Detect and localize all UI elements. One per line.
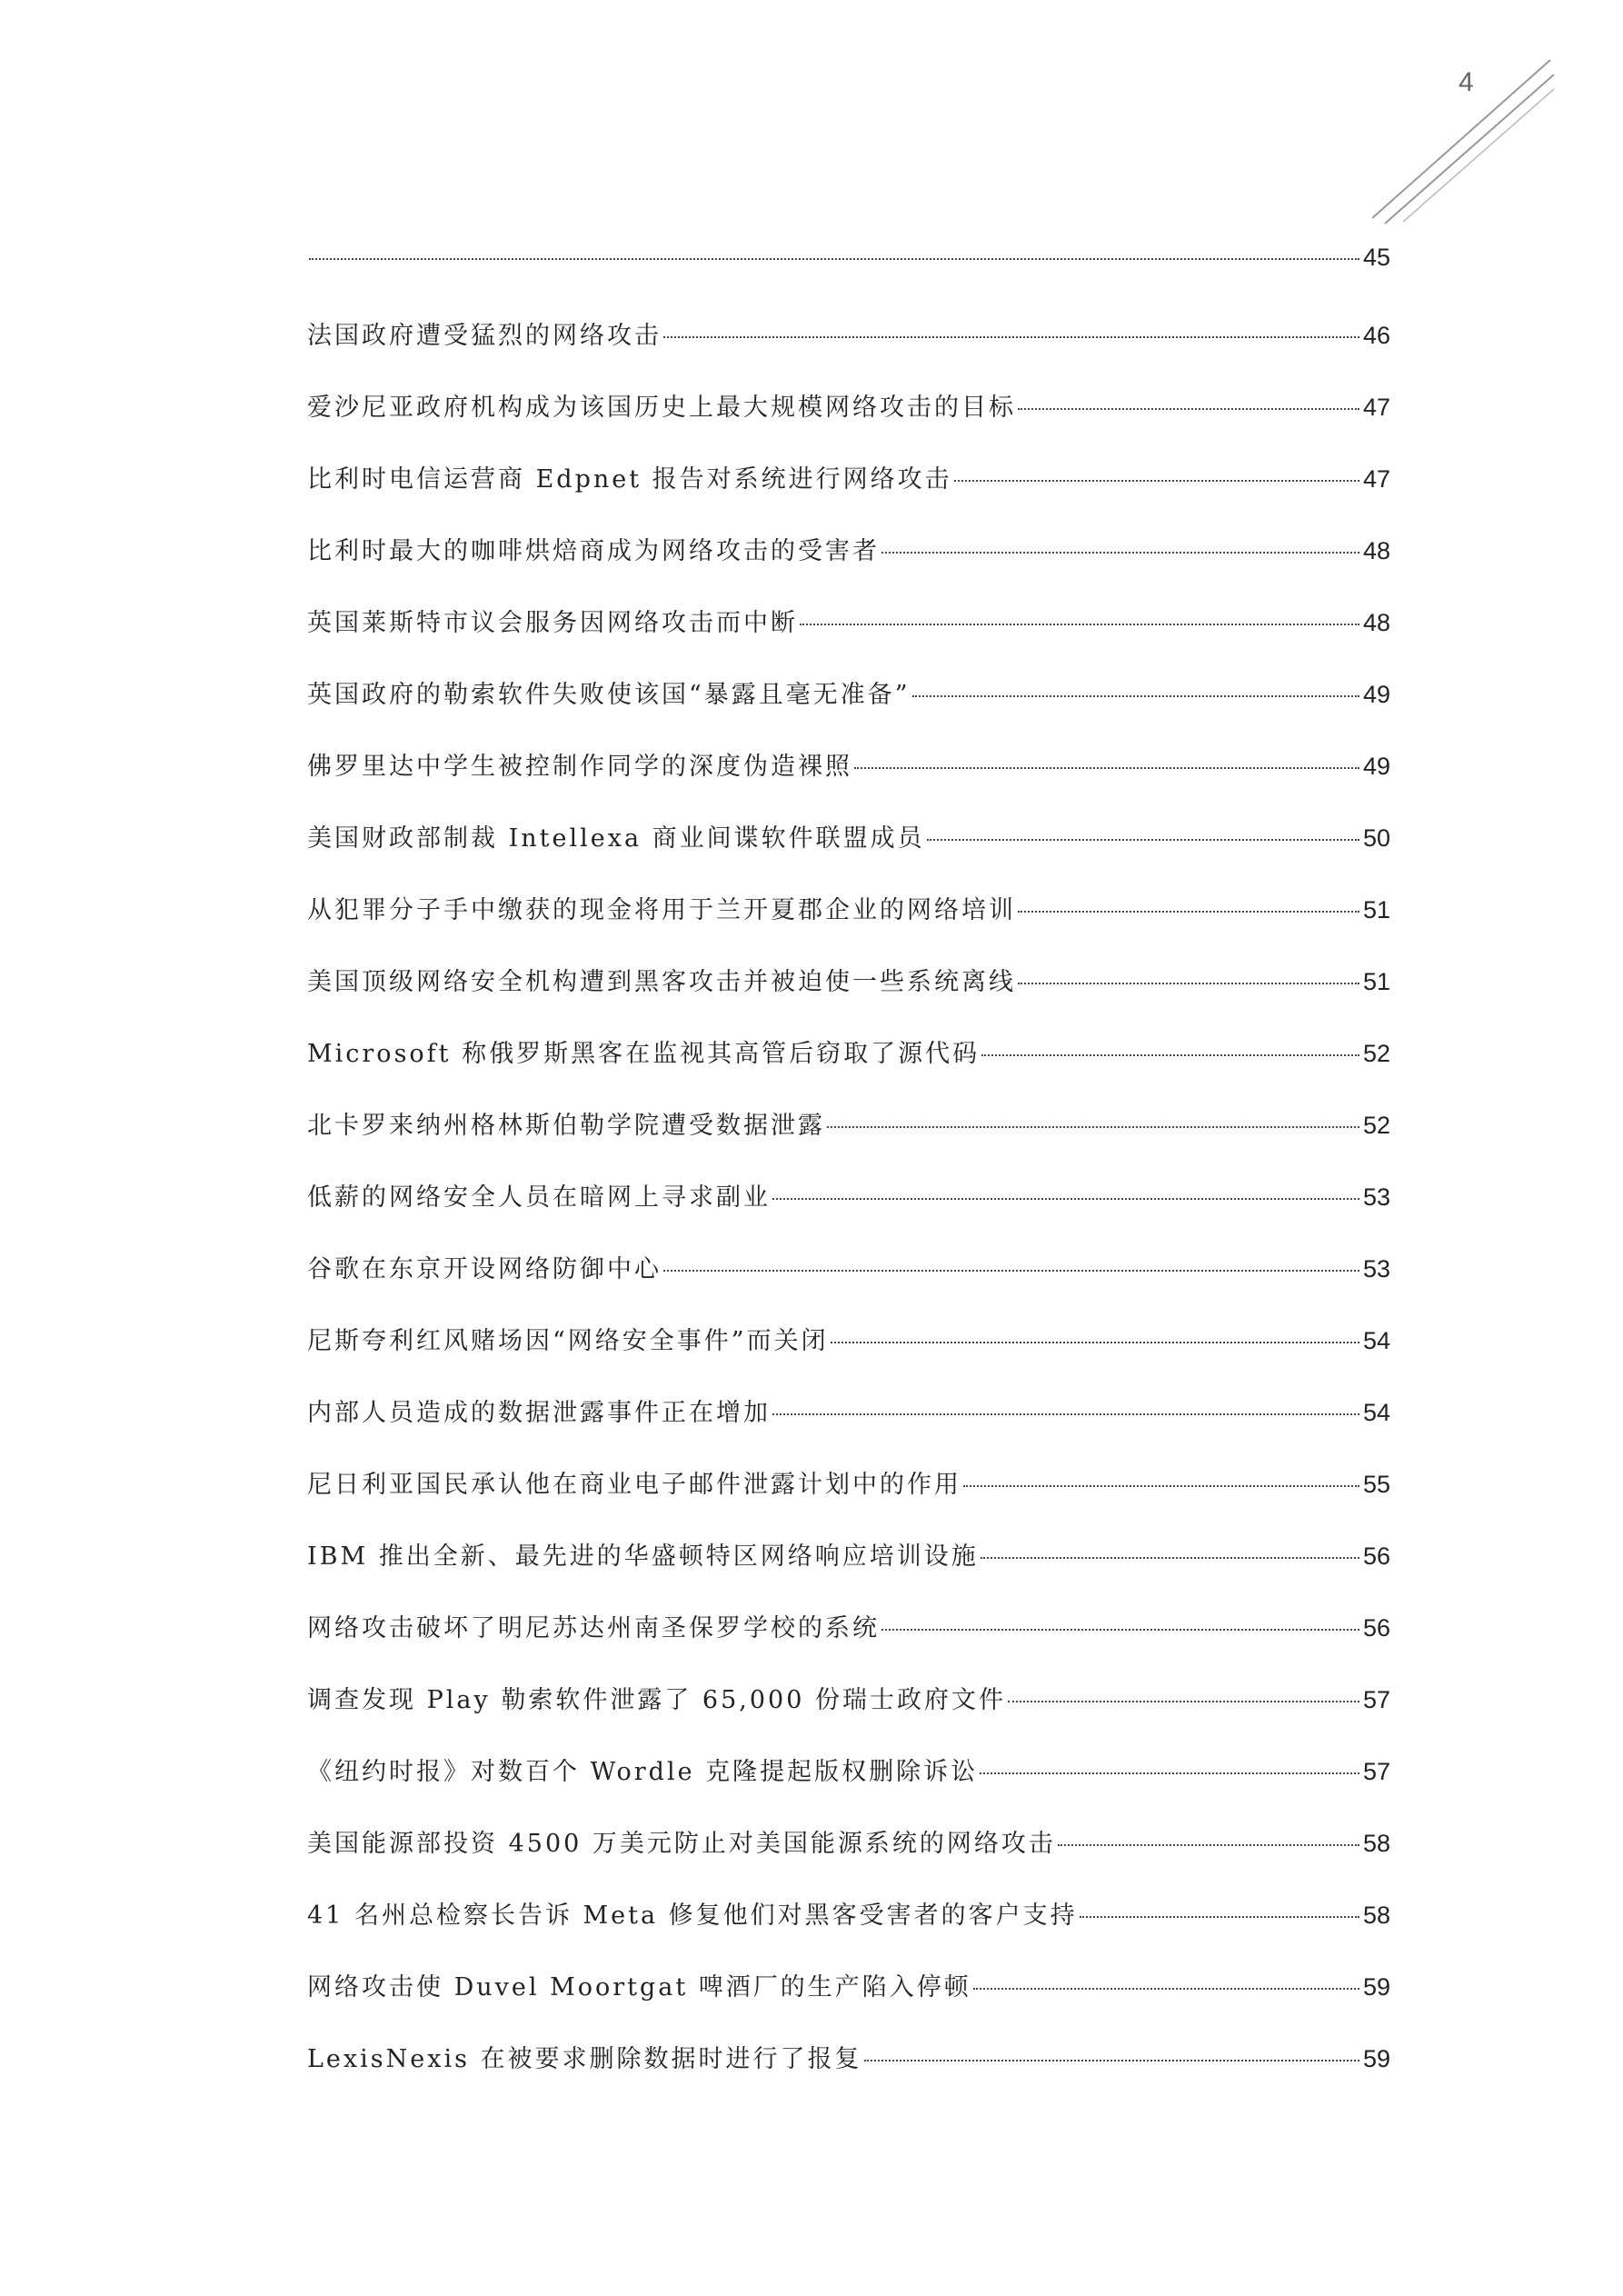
toc-entry-title: 谷歌在东京开设网络防御中心 xyxy=(307,1255,662,1283)
toc-entry-title: 调查发现 Play 勒索软件泄露了 65,000 份瑞士政府文件 xyxy=(307,1686,1006,1714)
toc-leader-dots xyxy=(827,1126,1359,1128)
toc-entry-page: 55 xyxy=(1362,1471,1390,1498)
toc-entry[interactable] xyxy=(307,962,1390,1033)
toc-entry[interactable] xyxy=(307,1393,1390,1464)
toc-entry[interactable] xyxy=(307,1033,1390,1105)
toc-entry[interactable] xyxy=(307,1967,1390,2039)
toc-entry-page: 45 xyxy=(1362,244,1390,271)
toc-entry-page: 46 xyxy=(1362,322,1390,349)
toc-entry-title: 英国政府的勒索软件失败使该国“暴露且毫无准备” xyxy=(307,681,911,709)
toc-entry-title: 网络攻击破坏了明尼苏达州南圣保罗学校的系统 xyxy=(307,1614,880,1642)
toc-entry-page: 53 xyxy=(1362,1183,1390,1211)
toc-entry[interactable] xyxy=(307,2039,1390,2111)
toc-entry-title: IBM 推出全新、最先进的华盛顿特区网络响应培训设施 xyxy=(307,1542,979,1571)
toc-entry-page: 52 xyxy=(1362,1040,1390,1067)
toc-leader-dots xyxy=(1018,911,1359,913)
toc-leader-dots xyxy=(912,695,1359,697)
toc-entry-title: 佛罗里达中学生被控制作同学的深度伪造裸照 xyxy=(307,753,852,781)
toc-entry-page: 48 xyxy=(1362,537,1390,564)
toc-leader-dots xyxy=(1018,408,1359,410)
toc-entry-page: 50 xyxy=(1362,824,1390,852)
toc-entry-title: 英国莱斯特市议会服务因网络攻击而中断 xyxy=(307,609,798,637)
toc-entry[interactable] xyxy=(307,746,1390,818)
toc-leader-dots xyxy=(854,767,1359,769)
toc-entry-page: 57 xyxy=(1362,1758,1390,1785)
toc-entry-page: 58 xyxy=(1362,1902,1390,1929)
toc-entry-title: 《纽约时报》对数百个 Wordle 克隆提起版权删除诉讼 xyxy=(307,1758,979,1786)
toc-entry[interactable] xyxy=(307,1105,1390,1177)
toc-entry[interactable] xyxy=(307,1321,1390,1393)
toc-entry-title: LexisNexis 在被要求删除数据时进行了报复 xyxy=(307,2045,862,2073)
toc-entry-title: 内部人员造成的数据泄露事件正在增加 xyxy=(307,1399,771,1427)
toc-leader-dots xyxy=(1008,1701,1359,1702)
toc-entry-page: 59 xyxy=(1362,2045,1390,2072)
toc-entry[interactable] xyxy=(307,1608,1390,1680)
toc-entry-title: 美国顶级网络安全机构遭到黑客攻击并被迫使一些系统离线 xyxy=(307,968,1016,996)
toc-leader-dots xyxy=(927,839,1359,841)
toc-entry-title: 尼斯夸利红风赌场因“网络安全事件”而关闭 xyxy=(307,1327,829,1355)
toc-entry-title: 法国政府遭受猛烈的网络攻击 xyxy=(307,322,662,350)
toc-entry-title: 比利时电信运营商 Edpnet 报告对系统进行网络攻击 xyxy=(307,465,952,494)
toc-entry[interactable] xyxy=(307,315,1390,387)
toc-leader-dots xyxy=(772,1198,1359,1200)
toc-entry-title: 美国财政部制裁 Intellexa 商业间谍软件联盟成员 xyxy=(307,824,925,853)
toc-leader-dots xyxy=(980,1772,1359,1774)
toc-entry[interactable] xyxy=(307,531,1390,603)
toc-entry-title: 比利时最大的咖啡烘焙商成为网络攻击的受害者 xyxy=(307,537,880,565)
toc-leader-dots xyxy=(864,2060,1359,2061)
toc-entry-title: 北卡罗来纳州格林斯伯勒学院遭受数据泄露 xyxy=(307,1112,825,1140)
toc-leader-dots xyxy=(1058,1844,1359,1846)
toc-entry-title: 网络攻击使 Duvel Moortgat 啤酒厂的生产陷入停顿 xyxy=(307,1973,971,2002)
toc-entry[interactable] xyxy=(307,1249,1390,1321)
toc-leader-dots xyxy=(881,1629,1359,1631)
toc-entry-page: 59 xyxy=(1362,1973,1390,2001)
toc-leader-dots xyxy=(663,336,1359,338)
toc-leader-dots xyxy=(973,1988,1359,1990)
toc-entry[interactable] xyxy=(307,1680,1390,1752)
toc-leader-dots xyxy=(800,624,1359,625)
toc-entry[interactable] xyxy=(307,674,1390,746)
toc-entry-page: 58 xyxy=(1362,1830,1390,1857)
toc-entry-page: 49 xyxy=(1362,753,1390,780)
toc-entry-title: 美国能源部投资 4500 万美元防止对美国能源系统的网络攻击 xyxy=(307,1830,1056,1858)
toc-entry[interactable] xyxy=(307,1895,1390,1967)
toc-leader-dots xyxy=(772,1413,1359,1415)
toc-leader-dots xyxy=(309,258,1359,260)
toc-entry-page: 54 xyxy=(1362,1399,1390,1426)
toc-entry-page: 51 xyxy=(1362,968,1390,995)
toc-entry-page: 47 xyxy=(1362,394,1390,421)
toc-leader-dots xyxy=(963,1485,1359,1487)
toc-entry[interactable] xyxy=(307,1752,1390,1823)
toc-entry[interactable] xyxy=(307,603,1390,674)
toc-entry[interactable] xyxy=(307,244,1390,315)
page-number: 4 xyxy=(1459,67,1474,97)
toc-entry-page: 48 xyxy=(1362,609,1390,636)
toc-leader-dots xyxy=(831,1342,1359,1343)
table-of-contents xyxy=(307,244,1390,2111)
toc-entry-page: 47 xyxy=(1362,465,1390,493)
toc-leader-dots xyxy=(881,552,1359,554)
toc-leader-dots xyxy=(954,480,1359,482)
toc-entry-title: 尼日利亚国民承认他在商业电子邮件泄露计划中的作用 xyxy=(307,1471,961,1499)
toc-entry[interactable] xyxy=(307,1177,1390,1249)
toc-entry[interactable] xyxy=(307,387,1390,459)
toc-entry-title: Microsoft 称俄罗斯黑客在监视其高管后窃取了源代码 xyxy=(307,1040,981,1068)
toc-leader-dots xyxy=(663,1270,1359,1272)
toc-entry-title: 41 名州总检察长告诉 Meta 修复他们对黑客受害者的客户支持 xyxy=(307,1902,1078,1930)
toc-entry[interactable] xyxy=(307,1536,1390,1608)
toc-entry-title: 从犯罪分子手中缴获的现金将用于兰开夏郡企业的网络培训 xyxy=(307,896,1016,924)
toc-entry[interactable] xyxy=(307,1464,1390,1536)
toc-leader-dots xyxy=(981,1054,1359,1056)
toc-entry[interactable] xyxy=(307,818,1390,890)
toc-leader-dots xyxy=(981,1557,1359,1559)
toc-entry[interactable] xyxy=(307,1823,1390,1895)
toc-entry-page: 52 xyxy=(1362,1112,1390,1139)
toc-entry[interactable] xyxy=(307,890,1390,962)
toc-leader-dots xyxy=(1080,1916,1359,1918)
toc-entry-page: 56 xyxy=(1362,1542,1390,1570)
corner-decoration xyxy=(1372,55,1554,236)
toc-entry-page: 57 xyxy=(1362,1686,1390,1713)
toc-entry-title: 低薪的网络安全人员在暗网上寻求副业 xyxy=(307,1183,771,1212)
toc-entry-page: 53 xyxy=(1362,1255,1390,1283)
toc-entry-page: 51 xyxy=(1362,896,1390,923)
toc-entry-page: 54 xyxy=(1362,1327,1390,1354)
toc-entry-title: 爱沙尼亚政府机构成为该国历史上最大规模网络攻击的目标 xyxy=(307,394,1016,422)
toc-entry[interactable] xyxy=(307,459,1390,531)
toc-entry-page: 56 xyxy=(1362,1614,1390,1642)
toc-entry-page: 49 xyxy=(1362,681,1390,708)
toc-leader-dots xyxy=(1018,983,1359,984)
